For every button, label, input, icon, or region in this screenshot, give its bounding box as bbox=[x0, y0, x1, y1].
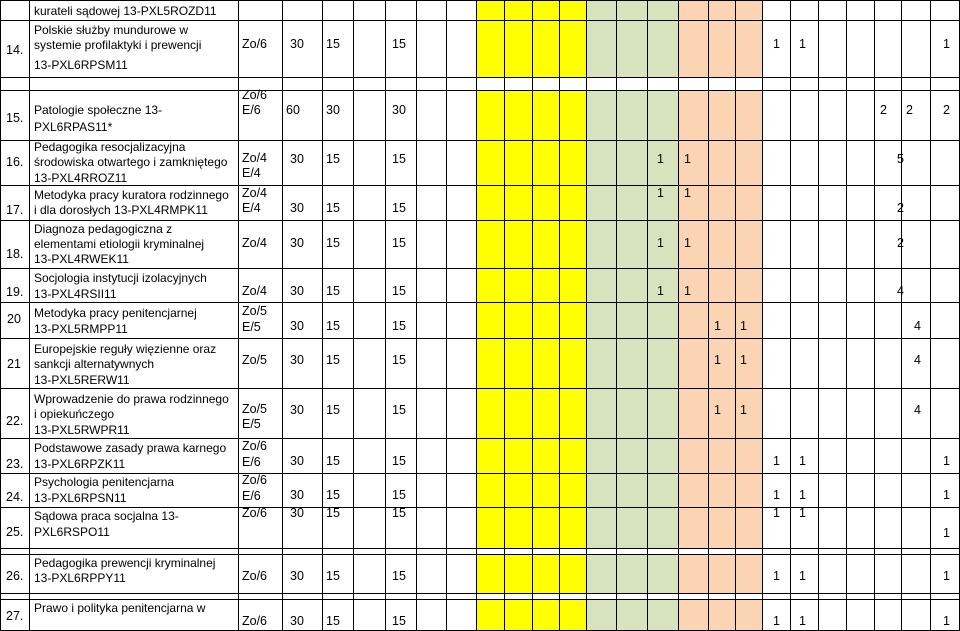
hours-total: 30 bbox=[290, 201, 304, 215]
block-gap-1 bbox=[0, 77, 960, 90]
points-1: 1 bbox=[773, 614, 780, 628]
points-1: 1 bbox=[773, 37, 780, 51]
hours-class: 15 bbox=[392, 614, 406, 628]
hours-total: 60 bbox=[286, 103, 300, 117]
hours-total: 30 bbox=[290, 569, 304, 583]
ects-cell: 1 bbox=[943, 488, 950, 502]
grid-vline bbox=[874, 0, 875, 631]
row-number: 26. bbox=[6, 569, 24, 583]
hours-lecture: 15 bbox=[326, 353, 340, 367]
grid-vline bbox=[930, 0, 931, 631]
points-2: 1 bbox=[799, 488, 806, 502]
grid-vline bbox=[818, 0, 819, 631]
hours-total: 30 bbox=[290, 152, 304, 166]
form-cell: Zo/4 E/4 bbox=[242, 151, 268, 180]
ects-cell: 4 bbox=[914, 319, 921, 333]
row-number: 24. bbox=[6, 490, 24, 504]
subject-line: i opiekuńczego bbox=[34, 407, 115, 421]
form-cell: Zo/4 bbox=[242, 236, 268, 250]
subject-line: 13-PXL6RPSM11 bbox=[34, 58, 128, 72]
subject-line: kurateli sądowej 13-PXL5ROZD11 bbox=[34, 4, 217, 18]
points-1: 1 bbox=[657, 236, 664, 250]
hours-total: 30 bbox=[290, 454, 304, 468]
points-1: 1 bbox=[714, 403, 721, 417]
hours-class: 15 bbox=[392, 284, 406, 298]
points-2: 1 bbox=[799, 506, 806, 520]
row-number: 14. bbox=[6, 43, 24, 57]
hours-class: 15 bbox=[392, 319, 406, 333]
points-2: 1 bbox=[740, 319, 747, 333]
ects-cell: 5 bbox=[897, 152, 904, 166]
subject-line: 13-PXL5RWPR11 bbox=[34, 423, 130, 437]
ects-cell: 2 bbox=[897, 236, 904, 250]
subject-line: elementami etiologii kryminalnej bbox=[34, 237, 205, 251]
grid-vline bbox=[29, 0, 30, 631]
hours-lecture: 15 bbox=[326, 403, 340, 417]
ects-cell: 1 bbox=[943, 526, 950, 540]
subject-line: sankcji alternatywnych bbox=[34, 357, 155, 371]
points-1: 1 bbox=[714, 353, 721, 367]
points-1: 1 bbox=[657, 152, 664, 166]
form-cell: Zo/5 bbox=[242, 353, 268, 367]
yellow-column-2 bbox=[504, 0, 532, 631]
ects-cell: 4 bbox=[897, 284, 904, 298]
form-cell: Zo/6 bbox=[242, 569, 268, 583]
grid-vline bbox=[586, 0, 587, 631]
subject-line: Wprowadzenie do prawa rodzinnego bbox=[34, 392, 229, 406]
grid-vline bbox=[238, 0, 239, 631]
hours-class: 15 bbox=[392, 488, 406, 502]
grid-vline bbox=[0, 0, 1, 631]
grid-hline bbox=[0, 0, 960, 1]
hours-class: 15 bbox=[392, 236, 406, 250]
hours-total: 30 bbox=[290, 488, 304, 502]
hours-lecture: 15 bbox=[326, 236, 340, 250]
hours-lecture: 15 bbox=[326, 488, 340, 502]
subject-line: 13-PXL4RWEK11 bbox=[34, 252, 129, 266]
row-number: 17. bbox=[6, 203, 24, 217]
hours-total: 30 bbox=[290, 353, 304, 367]
grid-hline bbox=[0, 185, 960, 186]
ects-cell: 2 bbox=[943, 103, 950, 117]
grid-hline bbox=[0, 548, 960, 549]
subject-line: Pedagogika prewencji kryminalnej bbox=[34, 556, 216, 570]
grid-vline bbox=[532, 0, 533, 631]
subject-line: 13-PXL4RSII11 bbox=[34, 287, 117, 301]
subject-line: i dla dorosłych 13-PXL4RMPK11 bbox=[34, 203, 208, 217]
subject-line: Metodyka pracy kuratora rodzinnego bbox=[34, 188, 229, 202]
hours-class: 15 bbox=[392, 353, 406, 367]
points-2: 1 bbox=[684, 186, 691, 200]
hours-lecture: 15 bbox=[326, 614, 340, 628]
ects-cell: 4 bbox=[914, 403, 921, 417]
subject-line: środowiska otwartego i zamkniętego bbox=[34, 155, 228, 169]
points-2: 1 bbox=[799, 454, 806, 468]
ects-cell: 2 bbox=[897, 201, 904, 215]
hours-lecture: 15 bbox=[326, 454, 340, 468]
subject-line: PXL6RSPO11 bbox=[34, 525, 110, 539]
grid-hline bbox=[0, 302, 960, 303]
subject-line: Podstawowe zasady prawa karnego bbox=[34, 441, 227, 455]
points-1: 1 bbox=[773, 506, 780, 520]
form-cell: Zo/5 E/5 bbox=[242, 402, 268, 431]
grid-vline bbox=[416, 0, 417, 631]
hours-total: 30 bbox=[290, 506, 304, 520]
hours-class: 15 bbox=[392, 152, 406, 166]
grid-vline bbox=[559, 0, 560, 631]
hours-total: 30 bbox=[290, 284, 304, 298]
row-number: 21 bbox=[7, 357, 21, 371]
hours-lecture: 30 bbox=[326, 103, 340, 117]
points-1: 1 bbox=[773, 488, 780, 502]
hours-lecture: 15 bbox=[326, 201, 340, 215]
grid-hline bbox=[0, 599, 960, 600]
points-2: 1 bbox=[684, 236, 691, 250]
hours-total: 30 bbox=[290, 614, 304, 628]
hours-class: 15 bbox=[392, 569, 406, 583]
hours-lecture: 15 bbox=[326, 319, 340, 333]
hours-total: 30 bbox=[290, 37, 304, 51]
hours-class: 30 bbox=[392, 103, 406, 117]
row-number: 16. bbox=[6, 155, 24, 169]
form-cell: Zo/4 bbox=[242, 284, 268, 298]
grid-vline bbox=[901, 0, 902, 631]
yellow-column-1 bbox=[476, 0, 504, 631]
points-1: 1 bbox=[657, 284, 664, 298]
points-2: 1 bbox=[799, 569, 806, 583]
form-cell: Zo/6 bbox=[242, 506, 268, 520]
hours-lecture: 15 bbox=[326, 152, 340, 166]
grid-vline bbox=[322, 0, 323, 631]
subject-line: Polskie służby mundurowe w bbox=[34, 23, 189, 37]
subject-line: 13-PXL4RROZ11 bbox=[34, 171, 128, 185]
grid-vline bbox=[353, 0, 354, 631]
hours-lecture: 15 bbox=[326, 506, 340, 520]
subject-line: Europejskie reguły więzienne oraz bbox=[34, 342, 217, 356]
ects-cell: 1 bbox=[943, 569, 950, 583]
hours-class: 15 bbox=[392, 403, 406, 417]
grid-vline bbox=[790, 0, 791, 631]
grid-hline bbox=[0, 593, 960, 594]
grid-vline bbox=[282, 0, 283, 631]
row-number: 22. bbox=[6, 414, 24, 428]
yellow-column-3 bbox=[532, 0, 559, 631]
yellow-column-4 bbox=[559, 0, 586, 631]
grid-hline bbox=[0, 268, 960, 269]
points-2: 1 bbox=[799, 614, 806, 628]
points-2: 1 bbox=[740, 353, 747, 367]
grid-hline bbox=[0, 20, 960, 21]
subject-line: 13-PXL6RPPY11 bbox=[34, 571, 126, 585]
row-number: 15. bbox=[6, 111, 24, 125]
subject-line: 13-PXL5RERW11 bbox=[34, 373, 130, 387]
hours-class: 15 bbox=[392, 454, 406, 468]
grid-hline bbox=[0, 438, 960, 439]
row-number: 19. bbox=[6, 285, 24, 299]
subject-line: Psychologia penitencjarna bbox=[34, 475, 175, 489]
row-number: 25. bbox=[6, 525, 24, 539]
subject-line: Metodyka pracy penitencjarnej bbox=[34, 306, 197, 320]
subject-line: systemie profilaktyki i prewencji bbox=[34, 38, 202, 52]
grid-hline bbox=[0, 77, 960, 78]
subject-line: 13-PXL5RMPP11 bbox=[34, 322, 128, 336]
subject-line: Socjologia instytucji izolacyjnych bbox=[34, 271, 207, 285]
hours-class: 15 bbox=[392, 506, 406, 520]
grid-vline bbox=[846, 0, 847, 631]
hours-class: 15 bbox=[392, 201, 406, 215]
points-1: 1 bbox=[714, 319, 721, 333]
ects-cell: 4 bbox=[914, 353, 921, 367]
form-cell: Zo/6 E/6 bbox=[242, 439, 268, 469]
grid-hline bbox=[0, 388, 960, 389]
grid-vline bbox=[504, 0, 505, 631]
points-1: 1 bbox=[657, 186, 664, 200]
grid-hline bbox=[0, 554, 960, 555]
hours-lecture: 15 bbox=[326, 37, 340, 51]
hours-total: 30 bbox=[290, 236, 304, 250]
grid-vline bbox=[385, 0, 386, 631]
row-number: 18. bbox=[6, 247, 24, 261]
form-cell: Zo/6 E/6 bbox=[242, 88, 268, 117]
ects-cell: 1 bbox=[943, 37, 950, 51]
subject-line: 13-PXL6RPSN11 bbox=[34, 491, 127, 505]
points-2: 2 bbox=[906, 103, 913, 117]
grid-vline bbox=[446, 0, 447, 631]
grid-hline bbox=[0, 90, 960, 91]
hours-lecture: 15 bbox=[326, 569, 340, 583]
grid-vline bbox=[762, 0, 763, 631]
row-number: 27. bbox=[6, 609, 24, 623]
subject-line: Prawo i polityka penitencjarna w bbox=[34, 601, 206, 615]
grid-vline bbox=[678, 0, 679, 631]
green-column bbox=[586, 0, 678, 631]
form-cell: Zo/6 bbox=[242, 37, 268, 51]
grid-vline bbox=[708, 0, 709, 631]
subject-line: Sądowa praca socjalna 13- bbox=[34, 509, 179, 523]
points-2: 1 bbox=[799, 37, 806, 51]
ects-cell: 1 bbox=[943, 454, 950, 468]
points-1: 1 bbox=[773, 569, 780, 583]
grid-vline bbox=[476, 0, 477, 631]
subject-line: Pedagogika resocjalizacyjna bbox=[34, 140, 186, 154]
peach-column bbox=[678, 0, 762, 631]
grid-hline bbox=[0, 473, 960, 474]
hours-lecture: 15 bbox=[326, 284, 340, 298]
row-number: 23. bbox=[6, 457, 24, 471]
points-2: 1 bbox=[684, 152, 691, 166]
grid-hline bbox=[0, 220, 960, 221]
grid-vline bbox=[735, 0, 736, 631]
form-cell: Zo/6 bbox=[242, 614, 268, 628]
grid-hline bbox=[0, 507, 960, 508]
hours-total: 30 bbox=[290, 319, 304, 333]
points-2: 1 bbox=[740, 403, 747, 417]
points-1: 2 bbox=[880, 103, 887, 117]
hours-class: 15 bbox=[392, 37, 406, 51]
grid-vline bbox=[616, 0, 617, 631]
row-number: 20 bbox=[7, 312, 21, 326]
subject-line: Diagnoza pedagogiczna z bbox=[34, 222, 173, 236]
form-cell: Zo/4 E/4 bbox=[242, 186, 268, 215]
points-1: 1 bbox=[773, 454, 780, 468]
points-2: 1 bbox=[684, 284, 691, 298]
hours-total: 30 bbox=[290, 403, 304, 417]
ects-cell: 1 bbox=[943, 614, 950, 628]
subject-line: PXL6RPAS11* bbox=[34, 120, 113, 134]
subject-line: Patologie społeczne 13- bbox=[34, 103, 163, 117]
form-cell: Zo/6 E/6 bbox=[242, 473, 268, 503]
subject-line: 13-PXL6RPZK11 bbox=[34, 457, 126, 471]
grid-vline bbox=[647, 0, 648, 631]
form-cell: Zo/5 E/5 bbox=[242, 304, 268, 334]
grid-hline bbox=[0, 338, 960, 339]
